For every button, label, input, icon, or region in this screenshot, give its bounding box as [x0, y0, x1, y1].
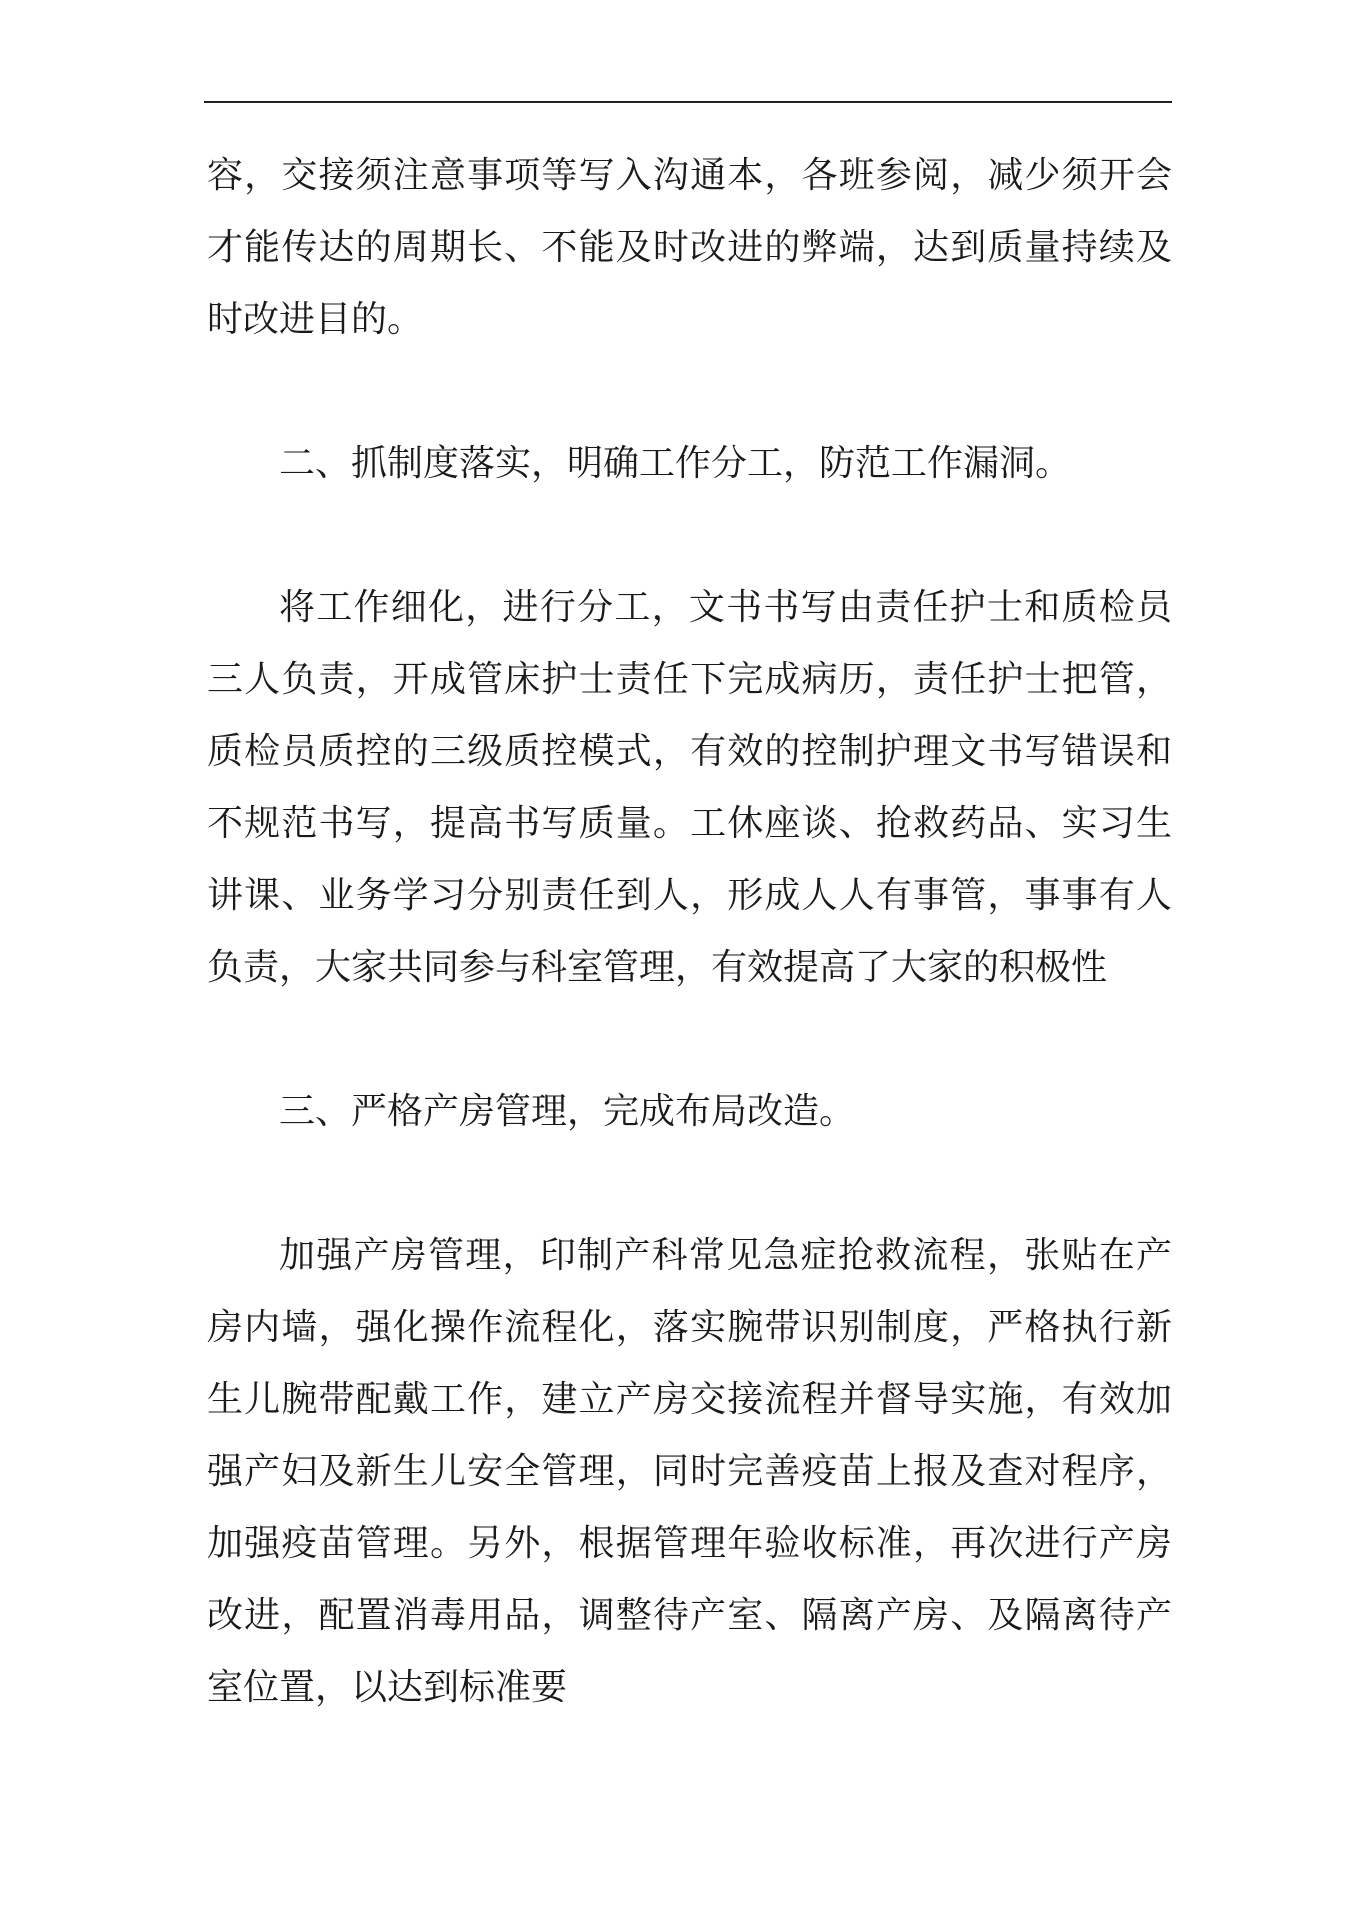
- text-line: 负责，大家共同参与科室管理，有效提高了大家的积极性: [207, 947, 1108, 988]
- paragraph-gap: [207, 500, 1172, 572]
- text-line: 质检员质控的三级质控模式，有效的控制护理文书写错误和: [207, 731, 1172, 772]
- text-line: 生儿腕带配戴工作，建立产房交接流程并督导实施，有效加: [207, 1379, 1172, 1420]
- document-body: [207, 140, 1172, 1724]
- text-line: 强产妇及新生儿安全管理，同时完善疫苗上报及查对程序，: [207, 1451, 1172, 1492]
- text-line: 房内墙，强化操作流程化，落实腕带识别制度，严格执行新: [207, 1307, 1172, 1348]
- text-line: 讲课、业务学习分别责任到人，形成人人有事管，事事有人: [207, 875, 1172, 916]
- paragraph-gap: [207, 1004, 1172, 1076]
- paragraph-body-2: [207, 572, 1172, 1004]
- text-line: 加强疫苗管理。另外，根据管理年验收标准，再次进行产房: [207, 1523, 1172, 1564]
- text-line: 才能传达的周期长、不能及时改进的弊端，达到质量持续及: [207, 227, 1172, 268]
- text-line: 容，交接须注意事项等写入沟通本，各班参阅，减少须开会: [207, 155, 1172, 196]
- heading-text: 二、抓制度落实，明确工作分工，防范工作漏洞。: [279, 443, 1072, 484]
- paragraph-continuation: [207, 140, 1172, 356]
- text-line: 三人负责，开成管床护士责任下完成病历，责任护士把管，: [207, 659, 1172, 700]
- text-line: 加强产房管理，印制产科常见急症抢救流程，张贴在产: [279, 1235, 1172, 1276]
- text-line: 将工作细化，进行分工，文书书写由责任护士和质检员: [279, 587, 1172, 628]
- paragraph-body-3: [207, 1220, 1172, 1724]
- header-rule: [204, 101, 1172, 103]
- heading-text: 三、严格产房管理，完成布局改造。: [279, 1091, 856, 1132]
- text-line: 改进，配置消毒用品，调整待产室、隔离产房、及隔离待产: [207, 1595, 1172, 1636]
- text-line: 不规范书写，提高书写质量。工休座谈、抢救药品、实习生: [207, 803, 1172, 844]
- section-heading-2: [207, 428, 1172, 500]
- section-heading-3: [207, 1076, 1172, 1148]
- paragraph-gap: [207, 1148, 1172, 1220]
- text-line: 室位置，以达到标准要: [207, 1667, 568, 1708]
- text-line: 时改进目的。: [207, 299, 424, 340]
- paragraph-gap: [207, 356, 1172, 428]
